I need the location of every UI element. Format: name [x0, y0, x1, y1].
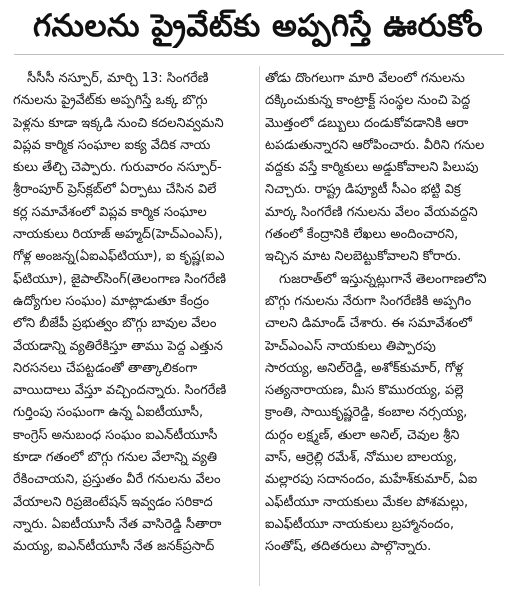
article-line: ఫ్‌టియూ), జైపాల్‌సింగ్(తెలంగాణ సింగరేణి [13, 271, 227, 287]
article-line: మల్లారపు సదానందం, మహేశ్‌కుమార్, ఏఐ [265, 472, 478, 488]
article-line: కులు తేల్చి చెప్పారు. గురువారం నస్పూర్- [13, 160, 222, 176]
article-line: సీసీసీ నస్పూర్, మార్చి 13: సింగరేణి [27, 71, 209, 86]
article-line: ఎఫ్‌టీయూ నాయకులు మేకల పోశమల్లు, [265, 494, 469, 510]
article-line: టపడుతున్నారని ఆరోపించారు. వీరిని గనుల [265, 137, 485, 153]
article-line: ఉద్యోగుల సంఘం) మాట్లాడుతూ కేంద్రం [13, 293, 210, 309]
article-line: పెళ్లను కూడా ఇక్కడి నుంచి కదలనివ్వమని [13, 115, 224, 131]
article-line: మొత్తంలో డబ్బులు దండుకోవడానికి ఆరా [265, 115, 469, 131]
headline-divider [14, 54, 504, 55]
article-line: ఇచ్చిన మాట నిలబెట్టుకోవాలని కోరారు. [265, 249, 462, 265]
article-column-left [13, 68, 256, 596]
article-line: న్నారు. ఏఐటీయూసీ నేత వాసిరెడ్డి సీతారా [13, 516, 222, 532]
article-line: ఐఎఫ్‌టీయూ నాయకులు బ్రహ్మానందం, [265, 516, 454, 532]
article-line: గనులను ప్రైవేట్‌కు అప్పగిస్తే ఒక్క బొగ్గు [13, 93, 208, 109]
article-line: రేకించాయని, ప్రస్తుతం వీరే గనులను వేలం [13, 472, 221, 488]
article-line: సత్యనారాయణ, మీస కొమురయ్య, పల్లె [265, 383, 464, 399]
column-divider [259, 66, 260, 586]
article-line: దక్కించుకున్న కాంట్రాక్ట్ సంస్థల నుంచి పెద్ద [265, 93, 471, 109]
article-line: వాయిదాలు వేస్తూ వచ్చిందన్నారు. సింగరేణి [13, 383, 227, 399]
article-line: శ్రీరాంపూర్ ప్రెస్‌క్లబ్‌లో ఏర్పాటు చేసిన విలే [13, 182, 217, 198]
article-line: వద్దకు వస్తే కార్మికులు అడ్డుకోవాలని పిలుపు [265, 160, 479, 176]
article-line: నిరసనలు చేపట్టడంతో తాత్కాలికంగా [13, 360, 198, 376]
article-line: హెచ్ఎంఎస్ నాయకులు తిప్పారపు [265, 338, 436, 354]
article-line: కూడా గతంలో బొగ్గు గనుల వేలాన్ని వ్యతి [13, 450, 217, 466]
article-line: నిచ్చారు. రాష్ట్ర డిప్యూటీ సీఎం భట్టి విక్ర [265, 182, 461, 198]
article-line: వాస్, ఆర్రెల్లి రమేశ్, నోముల బాలయ్య, [265, 450, 457, 466]
article-line: లోని బీజేపీ ప్రభుత్వం బొగ్గు బావుల వేలం [13, 316, 217, 332]
article-line: కాంగ్రెస్ అనుబంధ సంఘం ఐఎన్‌టీయూసీ [13, 427, 218, 443]
article-line: దుర్గం లక్ష్మణ్, తులా అనిల్, చెవుల శ్రీని [265, 427, 460, 443]
article-line: వేయాలని రిప్రజెంటేషన్ ఇవ్వడం సరికాద [13, 494, 213, 510]
article-line: నాయకులు రియాజ్ అహ్మద్(హెచ్ఎంఎస్), [13, 227, 223, 243]
article-line: సంతోష్, తదితరులు పాల్గొన్నారు. [265, 539, 432, 555]
article-line: గోళ్ల అంజన్న(ఏఐఎఫ్‌టియూ), ఐ కృష్ణ(ఐఎ [13, 249, 225, 265]
article-line: గతంలో కేంద్రానికి లేఖలు అందించారని, [265, 227, 459, 243]
article-line: వేయడాన్ని వ్యతిరేకిస్తూ తాము పెద్ద ఎత్తున [13, 338, 223, 354]
article-line: బొగ్గు గనులను నేరుగా సింగరేణికి అప్పగిం [265, 293, 472, 309]
article-line: మయ్య, ఐఎన్‌టీయూసీ నేత జనక్‌ప్రసాద్ [13, 539, 215, 555]
article-line: కర్ల సమావేశంలో విప్లవ కార్మిక సంఘాల [13, 204, 207, 220]
article-line: చాలని డిమాండ్ చేశారు. ఈ సమావేశంలో [265, 316, 472, 332]
article-line: సారయ్య, అనిల్‌రెడ్డి, అశోక్‌కుమార్, గోళ్ల [265, 360, 464, 376]
article-line: గుర్తింపు సంఘంగా ఉన్న ఏఐటీయూసీ, [13, 405, 204, 421]
article-line: తోడు దొంగలుగా మారి వేలంలో గనులను [265, 71, 465, 86]
article-line: క్రాంతి, సాయికృష్ణరెడ్డి, కంబాల నర్సయ్య, [265, 405, 468, 421]
article-line: గుజరాత్‌లో ఇస్తున్నట్లుగానే తెలంగాణలోని [279, 271, 487, 287]
article-line: మార్క సింగరేణి గనులను వేలం వేయవద్దని [265, 204, 478, 220]
article-line: విప్లవ కార్మిక సంఘాల ఐక్య వేదిక నాయ [13, 137, 211, 153]
article-column-right [265, 68, 508, 596]
headline: గనులను ప్రైవేట్‌కు అప్పగిస్తే ఊరుకోం [32, 8, 484, 44]
